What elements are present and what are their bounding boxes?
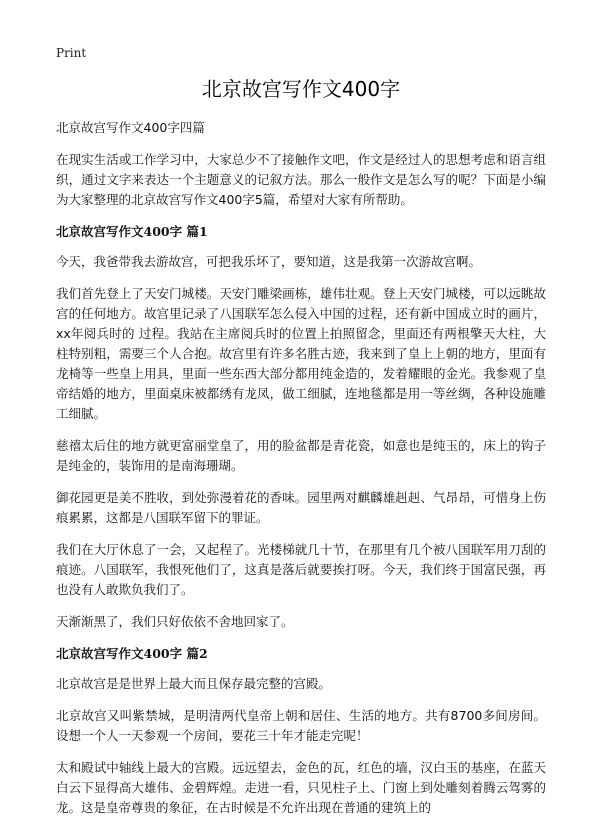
section-1-paragraph: 御花园更是美不胜收，到处弥漫着花的香味。园里两对麒麟雄赳赳、气昂昂，可惜身上伤痕累累，这都是八国联军留下的罪证。 bbox=[56, 490, 546, 525]
section-1-paragraph: 我们首先登上了天安门城楼。天安门雕梁画栋，雄伟壮观。登上天安门城楼，可以远眺故宫的任何地方。故宫里记录了八国联军怎么侵入中国的过程，还有新中国成立时的画片，xx年阅兵时的 过程。我站在主席阅兵时的位置上拍照留念，里面还有两根擎天大柱，大柱特别粗，需要三个人合抱。故宫里有许多名胜古迹，我来到了皇上上朝的地方，里面有龙椅等一些皇上用具，里面一些东西大部分都用纯金造的，发着耀眼的金光。我参观了皇帝结婚的地方，里面桌床被都绣有龙凤，做工细腻，连地毯都是用一等丝绸，各种设施雕工细腻。 bbox=[56, 286, 546, 421]
document-content bbox=[56, 74, 546, 828]
section-2-paragraph: 北京故宫是是世界上最大而且保存最完整的宫殿。 bbox=[56, 676, 332, 691]
intro-paragraph: 在现实生活或工作学习中，大家总少不了接触作文吧，作文是经过人的思想考虑和语言组织，通过文字来表达一个主题意义的记叙方法。那么一般作文是怎么写的呢？下面是小编为大家整理的北京故宫写作文400字5篇，希望对大家有所帮助。 bbox=[56, 152, 546, 207]
document-subtitle: 北京故宫写作文400字四篇 bbox=[56, 120, 205, 135]
section-1-paragraph: 我们在大厅休息了一会，又起程了。光楼梯就几十节，在那里有几个被八国联军用刀刮的痕迹。八国联军，我恨死他们了，这真是落后就要挨打呀。今天，我们终于国富民强，再也没有人敢欺负我们了。 bbox=[56, 542, 546, 597]
section-1-paragraph: 今天，我爸带我去游故宫，可把我乐坏了，要知道，这是我第一次游故宫啊。 bbox=[56, 254, 482, 269]
section-2-paragraph: 北京故宫又叫紫禁城，是明清两代皇帝上朝和居住、生活的地方。共有8700多间房间。设想一个人一天参观一个房间，要花三十年才能走完呢！ bbox=[56, 708, 546, 743]
print-link[interactable]: Print bbox=[56, 46, 87, 60]
section-1-paragraph: 天渐渐黑了，我们只好依依不舍地回家了。 bbox=[56, 614, 294, 629]
section-1-paragraph: 慈禧太后住的地方就更富丽堂皇了，用的脸盆都是青花瓷，如意也是纯玉的，床上的钩子是纯金的，装饰用的是南海珊瑚。 bbox=[56, 438, 546, 473]
page-title: 北京故宫写作文400字 bbox=[201, 77, 401, 101]
section-heading-2: 北京故宫写作文400字 篇2 bbox=[56, 646, 208, 661]
section-2-paragraph: 太和殿试中轴线上最大的宫殿。远远望去，金色的瓦，红色的墙，汉白玉的基座，在蓝天白云下显得高大雄伟、金碧辉煌。走进一看，只见柱子上、门窗上到处雕刻着腾云驾雾的龙。这是皇帝尊贵的象征，在古时候是不允许出现在普通的建筑上的 bbox=[56, 760, 546, 815]
section-heading-1: 北京故宫写作文400字 篇1 bbox=[56, 224, 208, 239]
